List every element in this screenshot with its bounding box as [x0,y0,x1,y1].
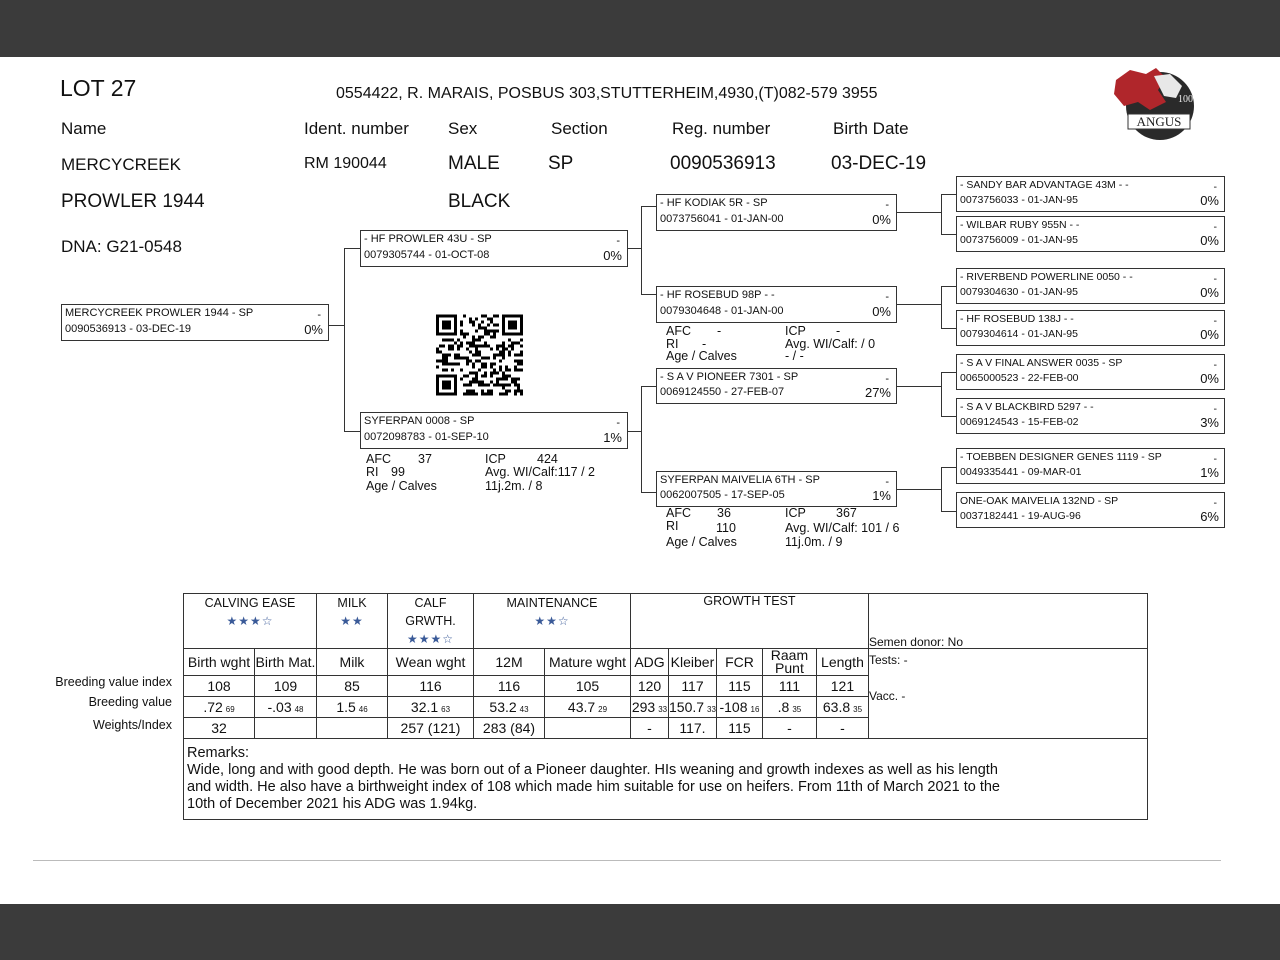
column-header: Kleiber [669,649,717,676]
pedigree-name: - RIVERBEND POWERLINE 0050 - - [960,271,1133,283]
remarks-text: Wide, long and with good depth. He was born out of a Pioneer daughter. HIs weaning and growth indexes as well as his length and width. He also have a birthweight index of 108 which made him suitable for use on heifers. From 11th of March 2021 to the 10th of December 2021 his ADG was 1.94kg. [187,762,1000,812]
category-calving-ease: CALVING EASE ★★★☆ [184,594,317,649]
table-cell [816,718,868,739]
pedigree-gg4 [956,310,1225,346]
column-header: FCR [716,649,762,676]
stat-age-value: 11j.0m. / 9 [785,535,843,549]
connector [941,286,956,287]
logo-badge: 100 [1178,94,1193,105]
stat-ri-value: 110 [716,521,736,535]
animal-ident: RM 190044 [304,155,387,172]
pedigree-dash: - [885,373,889,385]
pedigree-dash: - [1213,453,1217,465]
pedigree-reg: 0079304614 - 01-JAN-95 [960,328,1078,340]
category-calf-growth: CALF GRWTH. ★★★☆ [388,594,474,649]
table-cell [184,676,255,697]
side-info [868,635,1147,739]
connector [941,286,942,328]
connector [344,248,345,431]
pedigree-dash: - [1213,403,1217,415]
semen-donor: Semen donor: No [868,635,964,649]
stat-avg: Avg. WI/Calf:117 / 2 [485,465,596,479]
table-cell [474,697,545,718]
stat-icp-label: ICP [485,452,506,466]
cell-value: 120 [637,678,662,694]
category-growth-test: GROWTH TEST [631,594,869,649]
connector [329,325,345,326]
pedigree-name: - HF KODIAK 5R - SP [660,197,768,209]
stat-afc-value: 36 [717,506,731,520]
connector [941,372,956,373]
pedigree-reg: 0049335441 - 09-MAR-01 [960,466,1082,478]
connector [897,386,942,387]
pedigree-dash: - [616,417,620,429]
connector [897,212,942,213]
pedigree-pct: 0% [1200,371,1219,386]
stat-afc-label: AFC [666,506,691,520]
animal-section: SP [548,153,574,174]
pedigree-reg: 0065000523 - 22-FEB-00 [960,372,1079,384]
star-rating-icon: ★★ [340,614,364,628]
pedigree-reg: 0090536913 - 03-DEC-19 [65,323,191,335]
cell-value: .72 [203,699,223,715]
table-cell [474,676,545,697]
table-cell [762,676,816,697]
connector [941,467,956,468]
table-cell [762,697,816,718]
pedigree-gg1 [956,176,1225,212]
row-label-bv: Breeding value [88,695,172,709]
cell-value: 257 (121) [400,720,461,736]
accuracy-value: 63 [441,705,451,714]
column-header: 12M [474,649,545,676]
stat-icp-value: - [836,324,841,338]
header-name: Name [61,119,107,138]
pedigree-sire-sire [656,194,897,231]
pedigree-name: - S A V BLACKBIRD 5297 - - [960,401,1094,413]
connector [641,206,656,207]
pedigree-name: ONE-OAK MAIVELIA 132ND - SP [960,495,1119,507]
cell-value: 53.2 [489,699,517,715]
animal-name-line2: PROWLER 1944 [61,191,205,212]
pedigree-reg: 0062007505 - 17-SEP-05 [660,489,785,501]
table-cell [716,676,762,697]
pedigree-gg6 [956,398,1225,434]
performance-table [183,593,1148,820]
header-reg: Reg. number [672,119,771,138]
remarks-box [184,739,1148,820]
column-header: ADG [631,649,669,676]
pedigree-pct: 0% [603,248,622,263]
cell-value: - [840,720,845,736]
category-milk: MILK ★★ [317,594,388,649]
header-section: Section [551,119,608,138]
pedigree-dam-sire [656,368,897,404]
top-bar [0,0,1280,57]
stat-age-label: Age / Calves [366,479,437,493]
table-cell [545,718,631,739]
accuracy-value: 35 [792,705,802,714]
lot-number: LOT 27 [60,75,137,101]
pedigree-name: - WILBAR RUBY 955N - - [960,219,1080,231]
table-cell [474,718,545,739]
accuracy-value: 35 [853,705,863,714]
pedigree-reg: 0073756041 - 01-JAN-00 [660,213,784,225]
stat-icp-value: 367 [836,506,857,520]
table-cell [669,718,717,739]
pedigree-reg: 0079304630 - 01-JAN-95 [960,286,1078,298]
table-cell [631,676,669,697]
vaccination: Vacc. - [868,689,906,703]
column-header: Birth wght [184,649,255,676]
pedigree-name: - SANDY BAR ADVANTAGE 43M - - [960,179,1129,191]
cell-value: - [787,720,792,736]
cell-value: .8 [777,699,790,715]
cell-value: 85 [344,678,360,694]
pedigree-pct: 0% [1200,233,1219,248]
stat-ri-label: RI [666,519,679,533]
cell-value: 283 (84) [482,720,536,736]
cell-value: 115 [728,678,751,694]
stat-ri-value: - [702,337,707,351]
star-rating-icon: ★★★☆ [226,614,274,628]
header-sex: Sex [448,119,478,138]
pedigree-name: - TOEBBEN DESIGNER GENES 1119 - SP [960,451,1162,463]
accuracy-value: 33 [658,705,668,714]
stat-icp-value: 424 [537,452,558,466]
stat-icp-label: ICP [785,506,806,520]
accuracy-value: 33 [707,705,716,714]
pedigree-reg: 0069124550 - 27-FEB-07 [660,386,785,398]
table-cell [631,697,669,718]
table-cell [388,697,474,718]
pedigree-pct: 6% [1200,509,1219,524]
cell-value: 43.7 [567,699,596,715]
connector [641,492,656,493]
pedigree-dash: - [885,291,889,303]
pedigree-name: SYFERPAN MAIVELIA 6TH - SP [660,474,820,486]
stat-icp-label: ICP [785,324,806,338]
connector [941,194,956,195]
cell-value: 105 [575,678,600,694]
animal-sex: MALE [448,153,500,174]
cell-value: -108 [719,699,748,715]
pedigree-sire [360,230,628,267]
column-header: Milk [317,649,388,676]
stat-afc-label: AFC [666,324,691,338]
table-cell [545,676,631,697]
accuracy-value: 16 [750,705,760,714]
dna-code: DNA: G21-0548 [61,237,182,256]
connector [897,489,942,490]
pedigree-reg: 0079304648 - 01-JAN-00 [660,305,784,317]
table-cell [184,697,255,718]
connector [941,511,956,512]
pedigree-reg: 0079305744 - 01-OCT-08 [364,249,490,261]
column-header: Birth Mat. [255,649,317,676]
pedigree-name: - HF ROSEBUD 98P - - [660,289,775,301]
cell-value: 32.1 [410,699,439,715]
cell-value: 116 [497,678,521,694]
stat-age-value: 11j.2m. / 8 [485,479,543,493]
accuracy-value: 48 [294,705,304,714]
pedigree-sire-dam [656,286,897,323]
qr-code-icon [436,314,523,396]
angus-logo-icon [1110,66,1200,144]
stat-ri-label: RI [366,465,379,479]
stat-age-value: - / - [785,349,804,363]
row-label-wi: Weights/Index [93,718,172,732]
cell-value: 121 [830,678,855,694]
logo-text: ANGUS [1136,114,1182,129]
pedigree-dash: - [885,476,889,488]
column-header: Length [816,649,868,676]
header-ident: Ident. number [304,119,409,138]
stat-age-label: Age / Calves [666,535,737,549]
cell-value: 116 [419,678,442,694]
table-cell [816,676,868,697]
pedigree-dash: - [1213,315,1217,327]
pedigree-reg: 0069124543 - 15-FEB-02 [960,416,1079,428]
pedigree-gg8 [956,492,1225,528]
pedigree-reg: 0072098783 - 01-SEP-10 [364,431,489,443]
cell-value: 150.7 [669,699,705,715]
cell-value: -.03 [267,699,292,715]
stat-ri-label: RI [666,337,679,351]
pedigree-pct: 1% [1200,465,1219,480]
accuracy-value: 69 [225,705,235,714]
stat-afc-value: 37 [418,452,432,466]
pedigree-gg7 [956,448,1225,484]
table-cell [255,718,317,739]
column-header: Wean wght [388,649,474,676]
connector [344,248,360,249]
pedigree-pct: 0% [872,212,891,227]
pedigree-dash: - [1213,497,1217,509]
pedigree-pct: 1% [603,430,622,445]
pedigree-dash: - [1213,221,1217,233]
connector [941,372,942,416]
column-header: Mature wght [545,649,631,676]
connector [641,206,642,294]
table-cell [716,697,762,718]
pedigree-reg: 0073756009 - 01-JAN-95 [960,234,1078,246]
table-cell [255,697,317,718]
pedigree-dam [360,412,628,449]
animal-birth: 03-DEC-19 [831,153,927,174]
animal-name-line1: MERCYCREEK [61,155,181,174]
table-cell [388,718,474,739]
table-cell [184,718,255,739]
owner-line: 0554422, R. MARAIS, POSBUS 303,STUTTERHEIM,4930,(T)082-579 3955 [336,85,878,102]
stat-afc-value: - [717,324,722,338]
pedigree-pct: 3% [1200,415,1219,430]
pedigree-name: - HF ROSEBUD 138J - - [960,313,1074,325]
table-cell [631,718,669,739]
table-cell [716,718,762,739]
connector [941,328,956,329]
table-cell [317,718,388,739]
tests: Tests: - [868,653,908,667]
pedigree-pct: 27% [864,385,891,400]
cell-value: - [647,720,652,736]
stat-age-label: Age / Calves [666,349,737,363]
connector [641,386,656,387]
animal-color: BLACK [448,191,511,212]
accuracy-value: 43 [519,705,529,714]
cell-value: 293 [631,699,656,715]
pedigree-gg3 [956,268,1225,304]
connector [628,431,642,432]
table-cell [669,676,717,697]
cell-value: 63.8 [822,699,851,715]
table-cell [317,676,388,697]
star-rating-icon: ★★★☆ [406,632,455,646]
pedigree-pct: 0% [304,322,323,337]
pedigree-dash: - [1213,359,1217,371]
table-cell [762,718,816,739]
pedigree-name: - S A V FINAL ANSWER 0035 - SP [960,357,1123,369]
remarks-title: Remarks: [187,745,250,761]
connector [641,294,656,295]
cell-value: 117. [679,720,706,736]
pedigree-self [61,304,329,341]
pedigree-dash: - [1213,181,1217,193]
pedigree-pct: 0% [1200,327,1219,342]
pedigree-dash: - [616,235,620,247]
row-label-index: Breeding value index [55,675,172,689]
pedigree-pct: 0% [872,304,891,319]
pedigree-name: SYFERPAN 0008 - SP [364,415,475,427]
pedigree-dam-dam [656,471,897,507]
header-birth: Birth Date [833,119,909,138]
connector [897,304,942,305]
cell-value: 108 [207,678,231,694]
pedigree-pct: 0% [1200,193,1219,208]
cell-value: 32 [211,720,227,736]
animal-reg: 0090536913 [670,153,776,174]
pedigree-name: MERCYCREEK PROWLER 1944 - SP [65,307,254,319]
pedigree-dash: - [1213,273,1217,285]
stat-avg: Avg. WI/Calf: 101 / 6 [785,521,900,535]
stat-ri-value: 99 [391,465,405,479]
connector [941,194,942,234]
connector [344,431,360,432]
pedigree-gg2 [956,216,1225,252]
connector [628,248,642,249]
cell-value: 117 [681,678,704,694]
pedigree-reg: 0037182441 - 19-AUG-96 [960,510,1081,522]
pedigree-dash: - [317,309,321,321]
table-cell [255,676,317,697]
pedigree-pct: 0% [1200,285,1219,300]
table-cell [816,697,868,718]
stat-afc-label: AFC [366,452,391,466]
cell-value: 111 [778,678,801,694]
cell-value: 109 [273,678,298,694]
table-cell [669,697,717,718]
pedigree-reg: 0073756033 - 01-JAN-95 [960,194,1078,206]
table-cell [388,676,474,697]
connector [641,386,642,492]
stat-avg: Avg. WI/Calf: / 0 [785,337,876,351]
accuracy-value: 46 [358,705,368,714]
pedigree-pct: 1% [872,488,891,503]
pedigree-name: - S A V PIONEER 7301 - SP [660,371,799,383]
category-maintenance: MAINTENANCE ★★☆ [474,594,631,649]
connector [941,416,956,417]
connector [941,234,956,235]
pedigree-dash: - [885,199,889,211]
pedigree-name: - HF PROWLER 43U - SP [364,233,492,245]
bottom-bar [0,904,1280,960]
column-header: Raam Punt [762,649,816,676]
cell-value: 115 [728,720,751,736]
table-cell [545,697,631,718]
pedigree-gg5 [956,354,1225,390]
connector [941,467,942,511]
cell-value: 1.5 [336,699,356,715]
divider [33,860,1221,861]
table-cell [317,697,388,718]
accuracy-value: 29 [598,705,608,714]
star-rating-icon: ★★☆ [534,614,570,628]
